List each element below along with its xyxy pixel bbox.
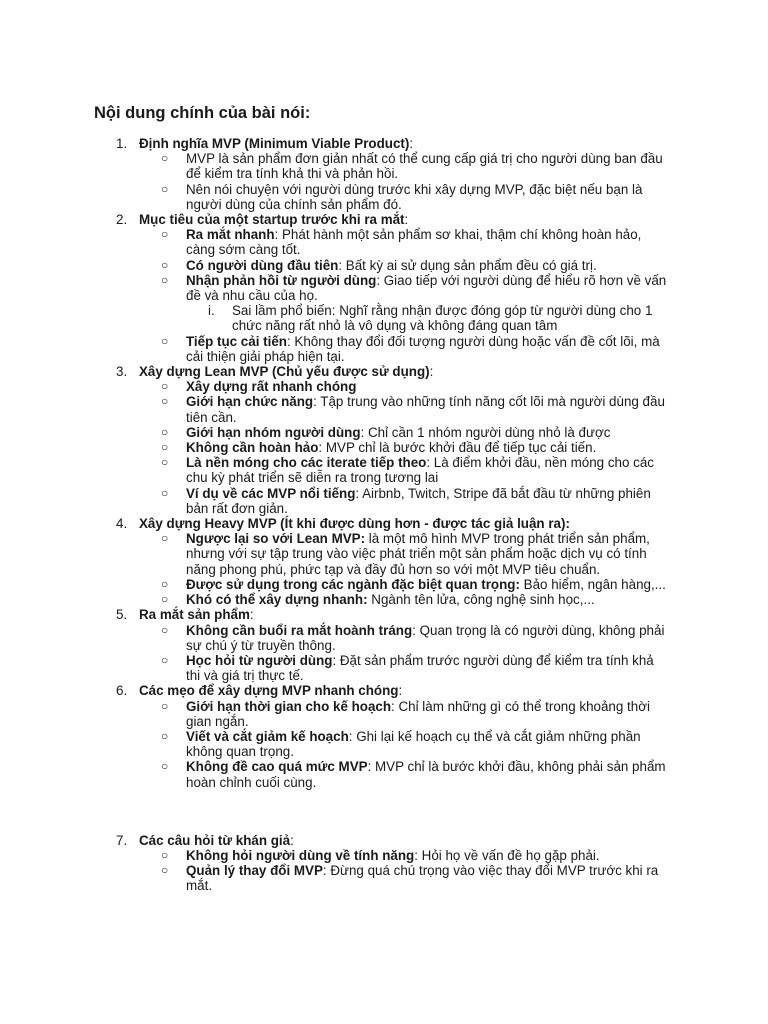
- list-item: [139, 440, 669, 455]
- list-item: [139, 151, 669, 181]
- section-items: [139, 848, 768, 894]
- list-item-bold: Không đề cao quá mức MVP: [186, 759, 368, 775]
- list-item-text: : Quan trọng là có người dùng, không phải sự chú ý từ truyền thông.: [186, 622, 665, 653]
- circle-bullet-icon: ○: [161, 272, 169, 287]
- circle-bullet-icon: ○: [161, 151, 169, 166]
- list-item: [139, 531, 669, 577]
- list-item-bold: Giới hạn chức năng: [186, 394, 314, 410]
- list-item-bold: Được sử dụng trong các ngành đặc biệt quan trọng:: [186, 576, 520, 592]
- circle-bullet-icon: ○: [161, 652, 169, 667]
- outline-section: [0, 833, 768, 894]
- list-item: [139, 182, 669, 212]
- list-item-bold: Quản lý thay đổi MVP: [186, 863, 323, 879]
- list-item-text: : Phát hành một sản phẩm sơ khai, thậm chí không hoàn hảo, càng sớm càng tốt.: [186, 227, 642, 258]
- circle-bullet-icon: ○: [161, 257, 169, 272]
- section-items: [139, 151, 768, 212]
- list-item-bold: Có người dùng đầu tiên: [186, 257, 339, 273]
- section-number: 5.: [116, 607, 128, 623]
- section-number: 6.: [116, 683, 128, 699]
- circle-bullet-icon: ○: [161, 622, 169, 637]
- document-title: Nội dung chính của bài nói:: [94, 104, 311, 122]
- list-item-bold: Không cần buổi ra mắt hoành tráng: [186, 622, 413, 638]
- circle-bullet-icon: ○: [161, 440, 169, 455]
- list-item-bold: Học hỏi từ người dùng: [186, 652, 333, 668]
- section-heading-suffix: :: [404, 212, 409, 228]
- list-item: [139, 759, 669, 789]
- list-item: [139, 258, 669, 273]
- section-number: 4.: [116, 516, 128, 532]
- circle-bullet-icon: ○: [161, 576, 169, 591]
- list-item: [139, 863, 669, 893]
- list-item-text: : Airbnb, Twitch, Stripe đã bắt đầu từ những phiên bản rất đơn giản.: [186, 485, 651, 516]
- list-item-bold: Tiếp tục cải tiến: [186, 333, 287, 349]
- list-item-text: : Đừng quá chú trọng vào việc thay đổi MVP trước khi ra mắt.: [186, 863, 659, 894]
- nested-item: [186, 303, 669, 333]
- list-item: [139, 699, 669, 729]
- list-item-text: Bảo hiểm, ngân hàng,...: [519, 576, 666, 592]
- list-item-bold: Nhận phản hồi từ người dùng: [186, 272, 377, 288]
- list-item: [139, 848, 669, 863]
- section-heading-suffix: :: [290, 832, 294, 848]
- list-item-text: : Ghi lại kế hoạch cụ thể và cắt giảm những phần không quan trọng.: [186, 728, 641, 760]
- list-item-bold: Ra mắt nhanh: [186, 227, 275, 243]
- section-heading-bold: Ra mắt sản phẩm: [139, 607, 250, 623]
- circle-bullet-icon: ○: [161, 728, 169, 743]
- section-heading-bold: Định nghĩa MVP (Minimum Viable Product): [139, 136, 410, 151]
- section-heading: [139, 516, 768, 531]
- section-heading-suffix: :: [409, 136, 414, 151]
- list-item-text: : Chỉ làm những gì có thể trong khoảng thời gian ngắn.: [186, 698, 650, 729]
- circle-bullet-icon: ○: [161, 485, 169, 500]
- circle-bullet-icon: ○: [161, 333, 169, 348]
- circle-bullet-icon: ○: [161, 698, 169, 713]
- list-item-text: : Đặt sản phẩm trước người dùng để kiểm tra tính khả thi và giá trị thực tế.: [186, 652, 654, 684]
- list-item-text: : Là điểm khởi đầu, nền móng cho các chu kỳ phát triển sẽ diễn ra trong tương lai: [186, 455, 654, 486]
- section-number: 1.: [116, 136, 128, 151]
- circle-bullet-icon: ○: [161, 759, 169, 774]
- list-item-bold: Không hỏi người dùng về tính năng: [186, 847, 415, 863]
- list-item-text: : MVP chỉ là bước khởi đầu để tiếp tục cải tiến.: [318, 440, 597, 456]
- section-heading: [139, 833, 768, 848]
- circle-bullet-icon: ○: [161, 592, 169, 607]
- section-heading-bold: Các câu hỏi từ khán giả: [139, 832, 291, 848]
- circle-bullet-icon: ○: [161, 227, 169, 242]
- section-items: [139, 623, 768, 684]
- section-heading-suffix: :: [429, 364, 434, 380]
- circle-bullet-icon: ○: [161, 424, 169, 439]
- circle-bullet-icon: ○: [161, 847, 169, 862]
- section-heading-suffix: :: [249, 607, 254, 623]
- section-number: 2.: [116, 212, 128, 228]
- list-item-text: Nên nói chuyện với người dùng trước khi xây dựng MVP, đặc biệt nếu bạn là người dùng của chính sản phẩm đó.: [186, 181, 643, 212]
- list-item-text: : Không thay đổi đối tượng người dùng hoặc vấn đề cốt lõi, mà cải thiện giải pháp hiện tại.: [186, 333, 660, 364]
- list-item-bold: Xây dựng rất nhanh chóng: [186, 379, 357, 395]
- list-item-text: : Chỉ cần 1 nhóm người dùng nhỏ là được: [360, 424, 611, 440]
- section-number: 3.: [116, 364, 128, 380]
- section-items: [139, 699, 768, 790]
- section-heading: [139, 364, 768, 379]
- roman-numeral-marker: i.: [208, 303, 215, 319]
- list-item-text: : Bất kỳ ai sử dụng sản phẩm đều có giá trị.: [338, 257, 597, 273]
- list-item: [139, 394, 669, 424]
- nested-item-text: Sai lầm phổ biến: Nghĩ rằng nhận được đóng góp từ người dùng cho 1 chức năng rất nhỏ là vô dụng và không đáng quan tâm: [232, 303, 653, 334]
- list-item-text: MVP là sản phẩm đơn giản nhất có thể cung cấp giá trị cho người dùng ban đầu để kiểm tra tính khả thi và phản hồi.: [186, 151, 663, 182]
- list-item: [139, 729, 669, 759]
- list-item: [139, 623, 669, 653]
- list-item-text: : Tập trung vào những tính năng cốt lõi mà người dùng đầu tiên cần.: [186, 394, 665, 425]
- list-item-bold: Là nền móng cho các iterate tiếp theo: [186, 455, 427, 471]
- circle-bullet-icon: ○: [161, 531, 169, 546]
- section-heading-bold: Các mẹo để xây dựng MVP nhanh chóng: [139, 683, 399, 699]
- circle-bullet-icon: ○: [161, 863, 169, 878]
- section-items: [139, 379, 768, 516]
- outline-section: [0, 136, 768, 212]
- circle-bullet-icon: ○: [161, 394, 169, 409]
- list-item: [139, 425, 669, 440]
- list-item-text: là một mô hình MVP trong phát triển sản phẩm, nhưng với sự tập trung vào việc phát triển một sản phẩm hoặc dịch vụ có tính năng phong phú, phức tạp và đầy đủ hơn so với một MVP tiêu chuẩn.: [186, 531, 650, 577]
- nested-items: [186, 303, 669, 333]
- outline-section: [0, 364, 768, 516]
- list-item: [139, 592, 669, 607]
- list-item: [139, 227, 669, 257]
- list-item-bold: Viết và cắt giảm kế hoạch: [186, 728, 349, 744]
- section-heading: [139, 683, 768, 698]
- list-item: [139, 653, 669, 683]
- circle-bullet-icon: ○: [161, 455, 169, 470]
- section-heading-suffix: :: [398, 683, 403, 699]
- list-item: [139, 486, 669, 516]
- list-item-text: : Hỏi họ về vấn đề họ gặp phải.: [414, 847, 600, 863]
- outline-list: [0, 136, 768, 894]
- section-heading-bold: Xây dựng Lean MVP (Chủ yếu được sử dụng): [139, 364, 430, 380]
- list-item-bold: Không cần hoàn hảo: [186, 440, 319, 456]
- list-item: [139, 379, 669, 394]
- outline-section: [0, 212, 768, 364]
- section-heading: [139, 212, 768, 227]
- list-item: [139, 273, 669, 334]
- circle-bullet-icon: ○: [161, 379, 169, 394]
- outline-section: [0, 683, 768, 789]
- list-item: [139, 334, 669, 364]
- list-item-bold: Giới hạn nhóm người dùng: [186, 424, 361, 440]
- outline-section: [0, 516, 768, 607]
- list-item-text: : MVP chỉ là bước khởi đầu, không phải sản phẩm hoàn chỉnh cuối cùng.: [186, 759, 666, 790]
- section-heading-bold: Mục tiêu của một startup trước khi ra mắt: [139, 212, 405, 228]
- section-items: [139, 531, 768, 607]
- section-items: [139, 227, 768, 364]
- list-item: [139, 455, 669, 485]
- list-item-bold: Ngược lại so với Lean MVP:: [186, 531, 366, 547]
- list-item: [139, 577, 669, 592]
- section-heading-bold: Xây dựng Heavy MVP (Ít khi được dùng hơn - được tác giả luận ra):: [139, 516, 570, 532]
- list-item-bold: Khó có thể xây dựng nhanh:: [186, 592, 368, 608]
- list-item-bold: Ví dụ về các MVP nổi tiếng: [186, 485, 356, 501]
- outline-section: [0, 607, 768, 683]
- list-item-text: Ngành tên lửa, công nghệ sinh học,...: [367, 592, 595, 608]
- list-item-bold: Giới hạn thời gian cho kế hoạch: [186, 698, 392, 714]
- circle-bullet-icon: ○: [161, 181, 169, 196]
- section-number: 7.: [116, 832, 128, 848]
- section-heading: [139, 607, 768, 622]
- list-item-text: : Giao tiếp với người dùng để hiểu rõ hơn về vấn đề và nhu cầu của họ.: [186, 272, 667, 304]
- section-heading: [139, 136, 768, 151]
